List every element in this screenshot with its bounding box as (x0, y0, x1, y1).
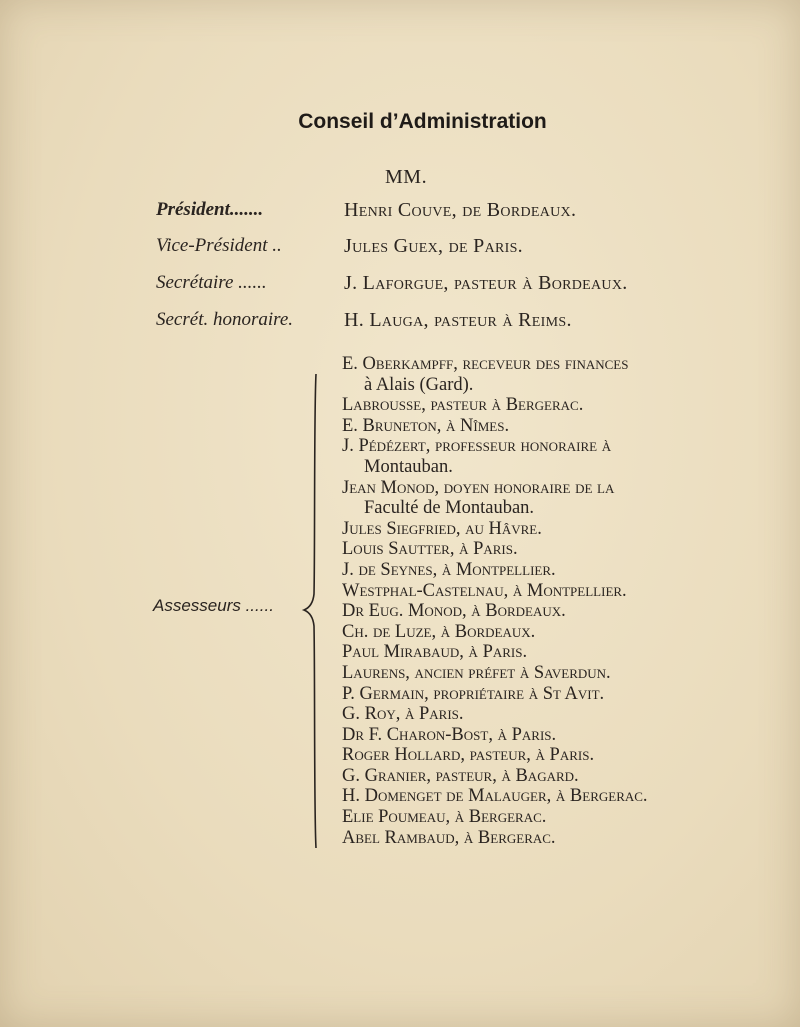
assessor-line: Laurens, ancien préfet à Saverdun. (342, 662, 611, 683)
officer-name-secretary: J. Laforgue, pasteur à Bordeaux. (344, 272, 628, 294)
officer-name-honorary-secretary: H. Lauga, pasteur à Reims. (344, 309, 572, 331)
assessor-line: Jean Monod, doyen honoraire de la (342, 477, 615, 498)
officer-row-vice-president (0, 235, 800, 265)
assessor-line: Roger Hollard, pasteur, à Paris. (342, 745, 595, 766)
mm-heading: MM. (385, 166, 428, 188)
assessor-line: Dr F. Charon-Bost, à Paris. (342, 724, 557, 745)
assessor-line: G. Granier, pasteur, à Bagard. (342, 765, 579, 786)
assessor-line: E. Oberkampff, receveur des finances (342, 354, 629, 374)
assessors-list (342, 354, 762, 848)
assessor-line: Montauban. (364, 456, 453, 477)
assessor-line: J. de Seynes, à Montpellier. (342, 559, 556, 580)
role-label-honorary-secretary: Secrét. honoraire. (156, 309, 294, 330)
assessor-line: Ch. de Luze, à Bordeaux. (342, 621, 536, 642)
officer-name-vice-president: Jules Guex, de Paris. (344, 235, 523, 257)
role-label-secretary: Secrétaire ...... (156, 272, 267, 293)
assessor-line: G. Roy, à Paris. (342, 704, 464, 725)
assessor-line: Abel Rambaud, à Bergerac. (342, 827, 556, 848)
officer-name-president: Henri Couve, de Bordeaux. (344, 199, 577, 221)
assessors-label: Assesseurs ...... (153, 596, 274, 615)
assessor-line: H. Domenget de Malauger, à Bergerac. (342, 786, 648, 807)
assessor-line: Faculté de Montauban. (364, 498, 535, 519)
assessor-line: à Alais (Gard). (364, 374, 474, 395)
role-label-vice-president: Vice-Président .. (156, 235, 282, 256)
assessor-line: Paul Mirabaud, à Paris. (342, 642, 528, 663)
assessor-line: Louis Sautter, à Paris. (342, 539, 518, 560)
officer-row-honorary-secretary (0, 309, 800, 339)
assessor-line: Westphal-Castelnau, à Montpellier. (342, 580, 627, 601)
assessor-line: J. Pédézert, professeur honoraire à (342, 436, 612, 457)
assessor-line: Dr Eug. Monod, à Bordeaux. (342, 601, 566, 622)
role-label-president: Président....... (156, 199, 264, 220)
assessor-line: P. Germain, propriétaire à St Avit. (342, 683, 605, 704)
assessor-line: Labrousse, pasteur à Bergerac. (342, 395, 584, 416)
assessor-line: Jules Siegfried, au Hâvre. (342, 518, 542, 539)
curly-brace-icon (300, 372, 328, 850)
page-title: Conseil d’Administration (298, 110, 547, 133)
assessor-line: Elie Poumeau, à Bergerac. (342, 807, 547, 828)
officer-row-secretary (0, 272, 800, 302)
officer-row-president (0, 199, 800, 229)
assessor-line: E. Bruneton, à Nîmes. (342, 415, 510, 436)
